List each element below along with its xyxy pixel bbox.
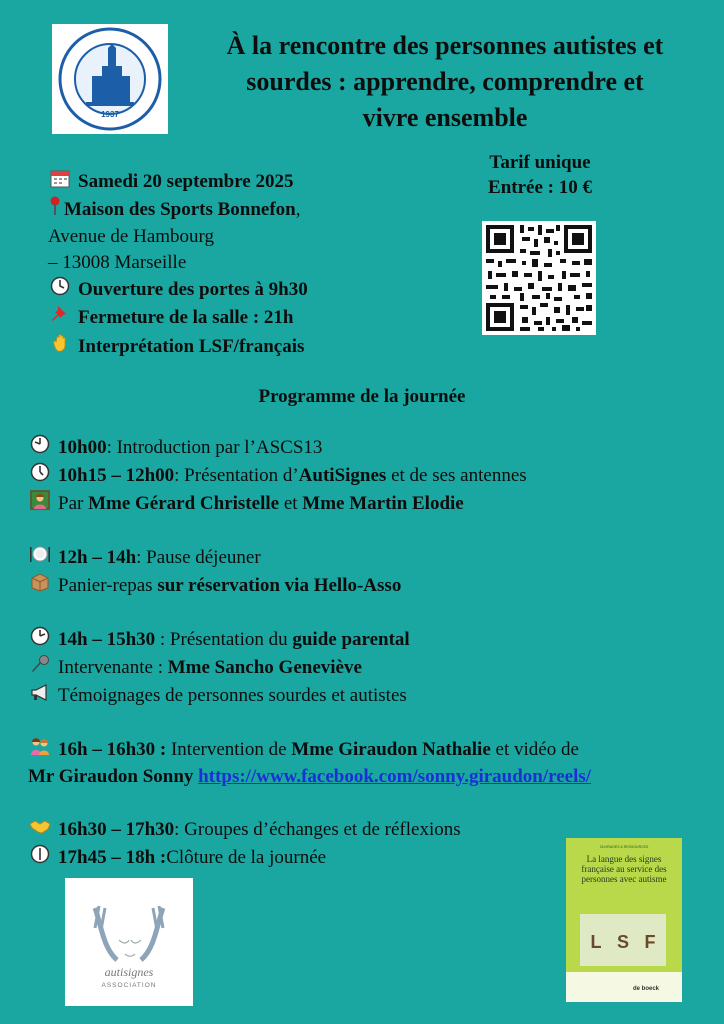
item-text: Intervention de <box>166 739 292 760</box>
spacer <box>28 710 708 736</box>
address-line-2: – 13008 Marseille <box>48 252 187 273</box>
title-line-2: sourdes : apprendre, comprendre et <box>246 67 644 96</box>
schedule-item-1 <box>28 434 708 462</box>
item-text: Clôture de la journée <box>166 847 327 868</box>
entry-price: Entrée : 10 € <box>488 177 592 198</box>
autisignes-wordmark: autisignes <box>104 965 154 979</box>
programme-schedule <box>28 434 708 872</box>
schedule-item-6 <box>28 626 708 654</box>
book-letter-f: F <box>644 932 656 952</box>
clock-6-icon <box>28 844 52 872</box>
item-text: : Présentation d’ <box>174 465 299 486</box>
venue-name: Maison des Sports Bonnefon <box>64 199 296 220</box>
qr-code[interactable] <box>482 221 596 335</box>
schedule-item-4 <box>28 544 708 572</box>
schedule-item-9-continued <box>28 764 708 790</box>
interpretation-text: Interprétation LSF/français <box>78 336 305 357</box>
programme-title: Programme de la journée <box>258 386 466 407</box>
item-highlight: AutiSignes <box>298 465 387 486</box>
book-series: OUVRAGES & RESSOURCES <box>599 845 649 849</box>
item-time: 10h15 – 12h00 <box>58 465 175 486</box>
svg-text:1937: 1937 <box>101 110 119 119</box>
venue-comma: , <box>295 199 301 220</box>
book-letter-l: L <box>590 932 602 952</box>
microphone-icon <box>28 654 52 682</box>
calendar-icon <box>48 168 72 196</box>
pricing <box>470 150 610 200</box>
interpretation-row <box>48 332 468 362</box>
item-text: Panier-repas <box>58 575 158 596</box>
book-publisher: de boeck <box>632 986 660 992</box>
title-line-1: À la rencontre des personnes autistes et <box>226 31 664 60</box>
tarif-label: Tarif unique <box>489 152 591 173</box>
item-text: : Présentation du <box>155 629 293 650</box>
speaker-name: Mr Giraudon Sonny <box>28 766 194 787</box>
closing-time: Fermeture de la salle : 21h <box>78 307 294 328</box>
closing-row <box>48 304 468 332</box>
pushpin-icon <box>48 304 72 332</box>
two-women-icon <box>28 736 52 764</box>
schedule-item-2 <box>28 462 708 490</box>
clock-icon <box>28 462 52 490</box>
plate-cutlery-icon <box>28 544 52 572</box>
item-time: 16h – 16h30 : <box>58 739 167 760</box>
event-date: Samedi 20 septembre 2025 <box>78 171 294 192</box>
opening-row <box>48 276 468 304</box>
teacher-icon <box>28 490 52 518</box>
clock-2-icon <box>28 626 52 654</box>
page-title <box>185 28 705 136</box>
item-time: 12h – 14h <box>58 547 137 568</box>
waving-hand-icon <box>48 332 72 362</box>
speaker-name: Mme Giraudon Nathalie <box>291 739 491 760</box>
item-text-mid: et <box>279 493 303 514</box>
item-time: 14h – 15h30 <box>58 629 156 650</box>
date-row <box>48 168 468 196</box>
schedule-item-7 <box>28 654 708 682</box>
item-text-end: et de ses antennes <box>386 465 527 486</box>
schedule-item-5 <box>28 572 708 600</box>
ascs13-logo <box>52 24 168 134</box>
event-info <box>48 168 468 362</box>
schedule-item-9 <box>28 736 708 764</box>
speaker-name-1: Mme Gérard Christelle <box>88 493 280 514</box>
book-cover <box>566 838 682 1002</box>
item-text: Témoignages de personnes sourdes et autistes <box>58 685 407 706</box>
speaker-name-2: Mme Martin Elodie <box>302 493 464 514</box>
facebook-reels-link[interactable]: https://www.facebook.com/sonny.giraudon/reels/ <box>198 766 592 787</box>
item-text: : Pause déjeuner <box>136 547 261 568</box>
venue-row <box>48 196 468 224</box>
item-text: Par <box>58 493 89 514</box>
spacer <box>28 600 708 626</box>
book-title: La langue des signes française au service des personnes avec autisme <box>581 854 667 884</box>
handshake-icon <box>28 816 52 844</box>
map-pin-icon <box>48 196 62 224</box>
item-time: 16h30 – 17h30 <box>58 819 175 840</box>
megaphone-icon <box>28 682 52 710</box>
item-time: 10h00 <box>58 437 107 458</box>
item-text: Intervenante : <box>58 657 168 678</box>
item-text: : Groupes d’échanges et de réflexions <box>174 819 461 840</box>
item-text-end: et vidéo de <box>490 739 579 760</box>
item-text: : Introduction par l’ASCS13 <box>106 437 323 458</box>
item-highlight: sur réservation via Hello-Asso <box>157 575 402 596</box>
spacer <box>28 518 708 544</box>
clock-10-icon <box>28 434 52 462</box>
autisignes-logo <box>65 878 193 1006</box>
spacer <box>28 790 708 816</box>
opening-time: Ouverture des portes à 9h30 <box>78 279 308 300</box>
title-line-3: vivre ensemble <box>362 103 528 132</box>
schedule-item-8 <box>28 682 708 710</box>
schedule-item-3 <box>28 490 708 518</box>
item-highlight: guide parental <box>292 629 410 650</box>
address-line-1: Avenue de Hambourg <box>48 226 215 247</box>
autisignes-subtitle: ASSOCIATION <box>101 982 157 989</box>
clock-icon <box>48 276 72 304</box>
speaker-name: Mme Sancho Geneviève <box>167 657 362 678</box>
book-letter-s: S <box>616 932 630 952</box>
item-time: 17h45 – 18h : <box>58 847 167 868</box>
package-icon <box>28 572 52 600</box>
